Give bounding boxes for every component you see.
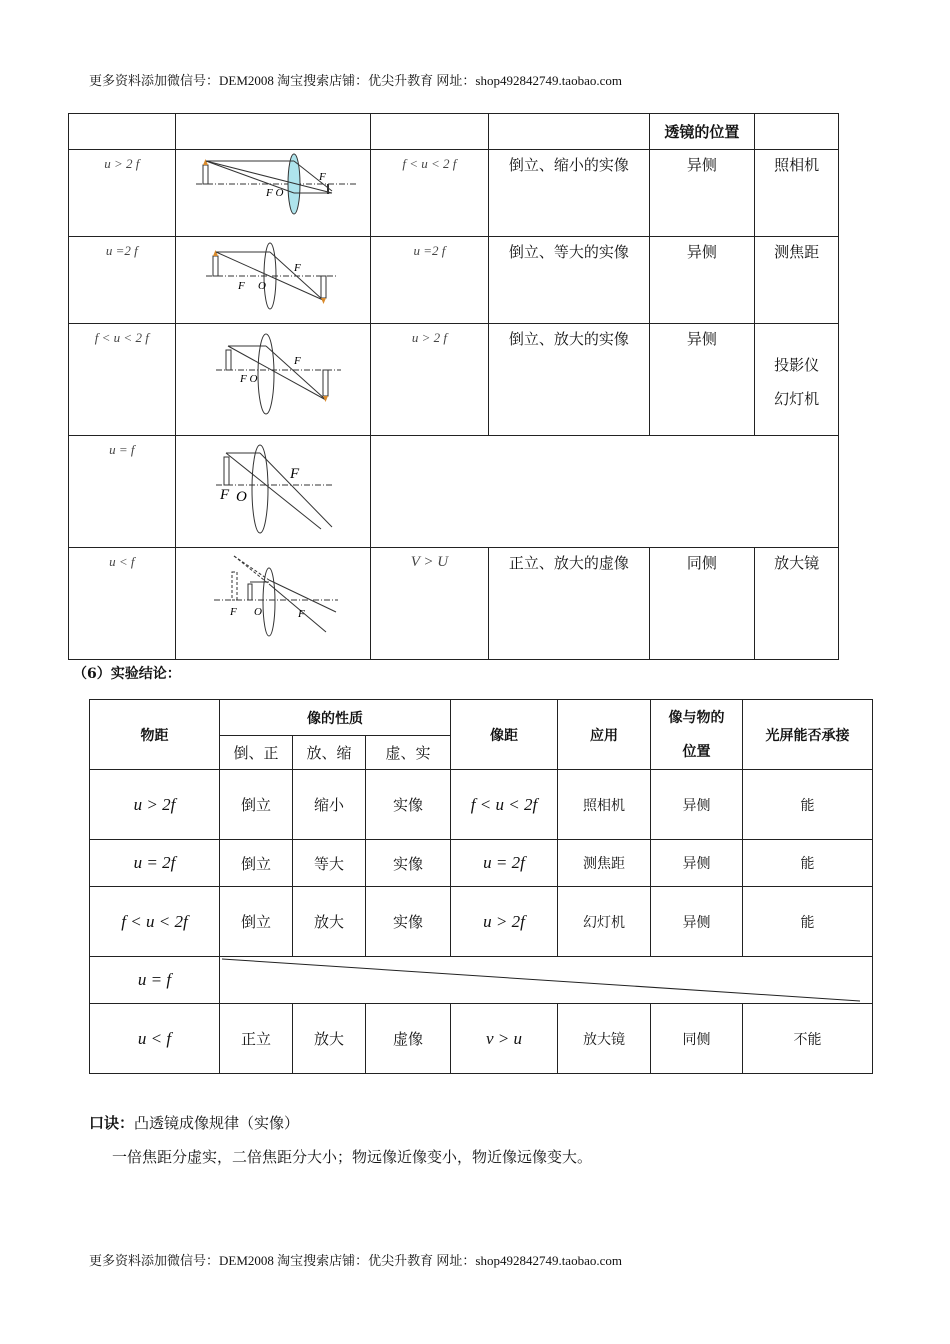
- subheader-size: 放、缩: [293, 736, 366, 770]
- cell-u: f < u < 2f: [90, 887, 220, 957]
- cell-type: 实像: [366, 887, 451, 957]
- application-cell: 照相机: [755, 150, 839, 237]
- cell-app: 放大镜: [558, 1004, 651, 1074]
- condition-cell: f < u < 2 f: [69, 324, 176, 436]
- header-screen: 光屏能否承接: [743, 700, 873, 770]
- svg-text:F: F: [318, 171, 326, 183]
- cell-size: 等大: [293, 840, 366, 887]
- header-application: 应用: [558, 700, 651, 770]
- cell-v: u = 2f: [451, 840, 558, 887]
- svg-text:F O: F O: [265, 187, 284, 199]
- cell-u: u > 2f: [90, 770, 220, 840]
- table-row: [69, 324, 839, 436]
- table-row: [90, 770, 873, 840]
- svg-text:F: F: [237, 280, 245, 292]
- table-row: [90, 887, 873, 957]
- experiment-conclusion-table: [89, 699, 873, 1074]
- position-cell: 异侧: [649, 324, 755, 436]
- header-object-distance: 物距: [90, 700, 220, 770]
- header-position-line: 位置: [682, 743, 711, 760]
- cell-screen: 能: [743, 840, 873, 887]
- svg-text:O: O: [253, 605, 262, 618]
- application-cell: 放大镜: [755, 548, 839, 660]
- cell-size: 缩小: [293, 770, 366, 840]
- svg-text:F: F: [289, 466, 299, 482]
- cell-size: 放大: [293, 887, 366, 957]
- lens-imaging-table: [68, 113, 839, 660]
- cell-pos: 同侧: [651, 1004, 743, 1074]
- cell-pos: 异侧: [651, 770, 743, 840]
- page-header: 更多资料添加微信号：DEM2008 淘宝搜索店铺：优尖升教育 网址：shop492842749.taobao.com: [89, 73, 622, 88]
- svg-text:F: F: [297, 607, 305, 620]
- subheader-type: 虚、实: [366, 736, 451, 770]
- nature-cell: 倒立、缩小的实像: [489, 150, 649, 237]
- cell-type: 实像: [366, 770, 451, 840]
- ray-diagram-5: [175, 548, 370, 660]
- table-row: [90, 840, 873, 887]
- cell-app: 测焦距: [558, 840, 651, 887]
- mnemonic-line: 一倍焦距分虚实，二倍焦距分大小；物远像近像变小，物近像远像变大。: [112, 1148, 593, 1166]
- table-row: [90, 1004, 873, 1074]
- cell-pos: 异侧: [651, 887, 743, 957]
- header-image-nature: 像的性质: [220, 700, 451, 736]
- image-distance-cell: V > U: [370, 548, 489, 660]
- cell-size: 放大: [293, 1004, 366, 1074]
- cell-orient: 倒立: [220, 840, 293, 887]
- cell-type: 虚像: [366, 1004, 451, 1074]
- svg-text:O: O: [235, 489, 247, 505]
- nature-cell: 倒立、等大的实像: [489, 237, 649, 324]
- position-cell: 同侧: [649, 548, 755, 660]
- image-distance-cell: u =2 f: [370, 237, 489, 324]
- condition-cell: u > 2 f: [69, 150, 176, 237]
- cell-orient: 倒立: [220, 887, 293, 957]
- lens-position-header: 透镜的位置: [649, 114, 755, 150]
- condition-cell: u < f: [69, 548, 176, 660]
- table-header-row: [69, 114, 839, 150]
- position-cell: 异侧: [649, 150, 755, 237]
- cell-type: 实像: [366, 840, 451, 887]
- cell-screen: 不能: [743, 1004, 873, 1074]
- nature-cell: 倒立、放大的实像: [489, 324, 649, 436]
- svg-text:F: F: [293, 262, 301, 274]
- ray-diagram-1: [175, 150, 370, 237]
- section-title: （6）实验结论：: [73, 666, 181, 682]
- application-line: 投影仪: [774, 355, 820, 374]
- cell-app: 幻灯机: [558, 887, 651, 957]
- condition-cell: u = f: [69, 436, 176, 548]
- svg-text:F: F: [229, 605, 237, 618]
- header-position: [651, 700, 743, 770]
- table-row: [69, 237, 839, 324]
- cell-u: u = f: [90, 957, 220, 1004]
- cell-diagonal: [220, 957, 873, 1004]
- svg-text:F O: F O: [239, 372, 258, 385]
- application-cell: [755, 324, 839, 436]
- application-line: 幻灯机: [774, 389, 820, 408]
- cell-pos: 异侧: [651, 840, 743, 887]
- svg-text:F: F: [219, 487, 229, 503]
- svg-text:O: O: [257, 280, 266, 292]
- cell-screen: 能: [743, 770, 873, 840]
- subheader-orientation: 倒、正: [220, 736, 293, 770]
- table-header-row: [90, 700, 873, 736]
- header-image-distance: 像距: [451, 700, 558, 770]
- cell-u: u < f: [90, 1004, 220, 1074]
- cell-u: u = 2f: [90, 840, 220, 887]
- image-distance-cell: u > 2 f: [370, 324, 489, 436]
- mnemonic-heading: [89, 1112, 299, 1133]
- cell-orient: 倒立: [220, 770, 293, 840]
- cell-v: u > 2f: [451, 887, 558, 957]
- condition-cell: u =2 f: [69, 237, 176, 324]
- cell-orient: 正立: [220, 1004, 293, 1074]
- application-cell: 测焦距: [755, 237, 839, 324]
- cell-v: v > u: [451, 1004, 558, 1074]
- ray-diagram-4: [175, 436, 370, 548]
- image-distance-cell: f < u < 2 f: [370, 150, 489, 237]
- table-row: [90, 957, 873, 1004]
- nature-cell: 正立、放大的虚像: [489, 548, 649, 660]
- ray-diagram-3: [175, 324, 370, 436]
- cell-v: f < u < 2f: [451, 770, 558, 840]
- cell-screen: 能: [743, 887, 873, 957]
- header-position-line: 像与物的: [668, 709, 725, 726]
- table-row: [69, 436, 839, 548]
- position-cell: 异侧: [649, 237, 755, 324]
- mnemonic-title: 凸透镜成像规律（实像）: [134, 1114, 300, 1132]
- cell-app: 照相机: [558, 770, 651, 840]
- svg-text:F: F: [293, 354, 301, 367]
- table-row: [69, 548, 839, 660]
- mnemonic-label: 口诀：: [89, 1114, 135, 1132]
- ray-diagram-2: [175, 237, 370, 324]
- table-row: [69, 150, 839, 237]
- page-footer: 更多资料添加微信号：DEM2008 淘宝搜索店铺：优尖升教育 网址：shop492842749.taobao.com: [89, 1253, 622, 1268]
